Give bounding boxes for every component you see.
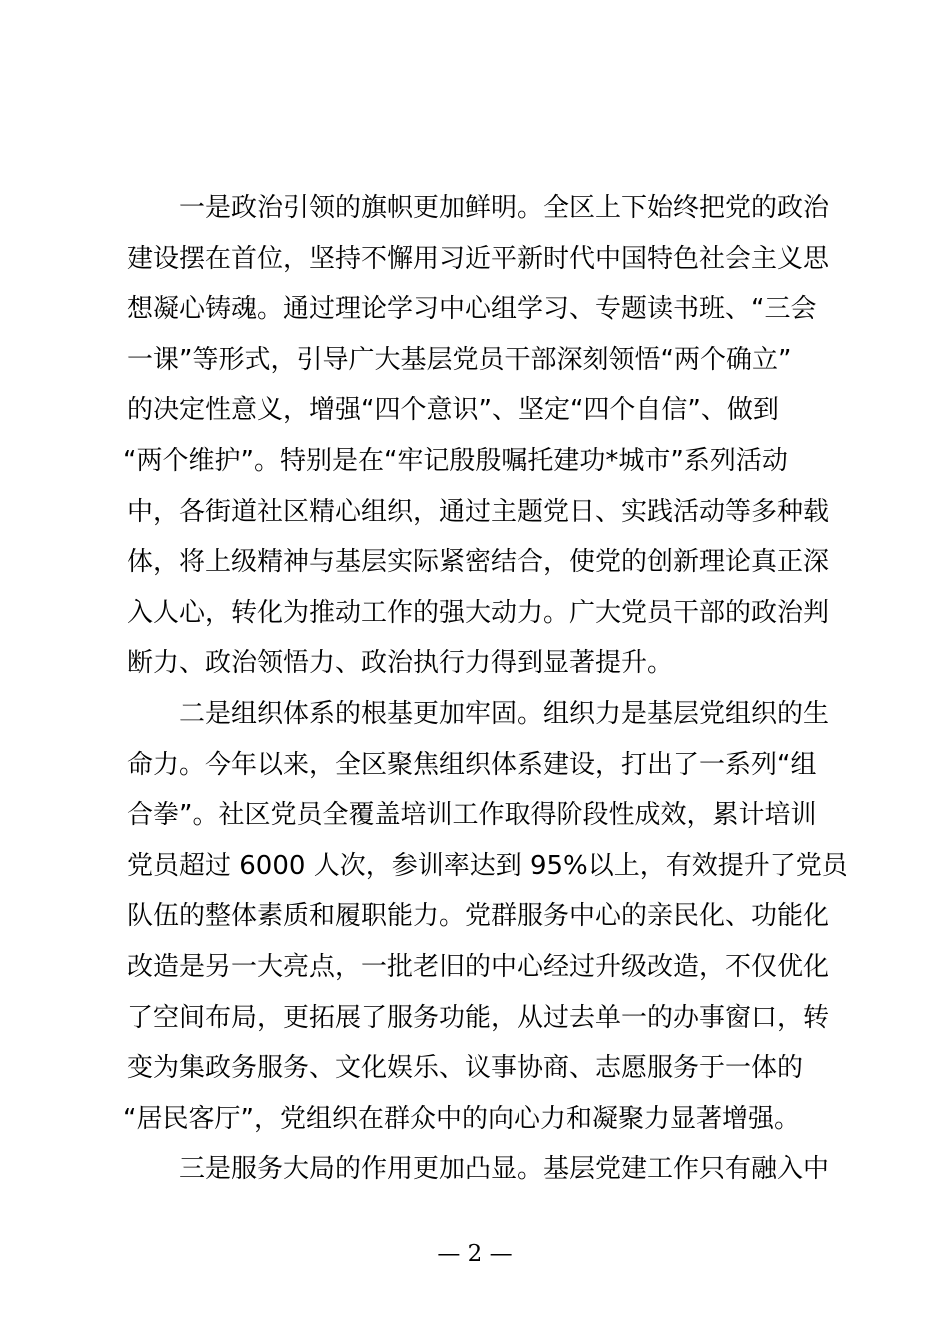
paragraph-2-line-1: 二是组织体系的根基更加牢固。组织力是基层党组织的生 [179,698,830,729]
page-number: — 2 — [437,1241,513,1267]
paragraph-2-line-8: 变为集政务服务、文化娱乐、议事协商、志愿服务于一体的 [127,1053,804,1084]
paragraph-1-line-10: 断力、政治领悟力、政治执行力得到显著提升。 [127,648,674,679]
paragraph-2-line-9: “居民客厅”，党组织在群众中的向心力和凝聚力显著增强。 [123,1103,800,1134]
body-text [123,183,848,1195]
paragraph-2-line-4: 党员超过 6000 人次，参训率达到 95%以上，有效提升了党员 [127,850,848,881]
paragraph-1-line-1: 一是政治引领的旗帜更加鲜明。全区上下始终把党的政治 [179,193,830,223]
paragraph-2-line-7: 了空间布局，更拓展了服务功能，从过去单一的办事窗口，转 [127,1002,830,1033]
paragraph-1-line-4: 一课”等形式，引导广大基层党员干部深刻领悟“两个确立” [127,344,792,375]
paragraph-1-line-8: 体，将上级精神与基层实际紧密结合，使党的创新理论真正深 [127,547,830,578]
paragraph-1-line-5: 的决定性意义，增强“四个意识”、坚定“四个自信”、做到 [127,395,779,426]
paragraph-2-line-6: 改造是另一大亮点，一批老旧的中心经过升级改造，不仅优化 [127,951,830,982]
paragraph-1-line-9: 入人心，转化为推动工作的强大动力。广大党员干部的政治判 [127,597,830,628]
paragraph-1-line-2: 建设摆在首位，坚持不懈用习近平新时代中国特色社会主义思 [127,243,830,274]
paragraph-1-line-3: 想凝心铸魂。通过理论学习中心组学习、专题读书班、“三会 [127,294,817,325]
paragraph-1-line-6: “两个维护”。特别是在“牢记殷殷嘱托建功*城市”系列活动 [123,445,788,476]
paragraph-2-line-5: 队伍的整体素质和履职能力。党群服务中心的亲民化、功能化 [127,901,830,932]
paragraph-3-line-1: 三是服务大局的作用更加凸显。基层党建工作只有融入中 [179,1154,830,1185]
paragraph-2-line-3: 合拳”。社区党员全覆盖培训工作取得阶段性成效，累计培训 [127,800,817,831]
paragraph-2-line-2: 命力。今年以来，全区聚焦组织体系建设，打出了一系列“组 [127,749,817,780]
paragraph-1-line-7: 中，各街道社区精心组织，通过主题党日、实践活动等多种载 [127,496,830,527]
